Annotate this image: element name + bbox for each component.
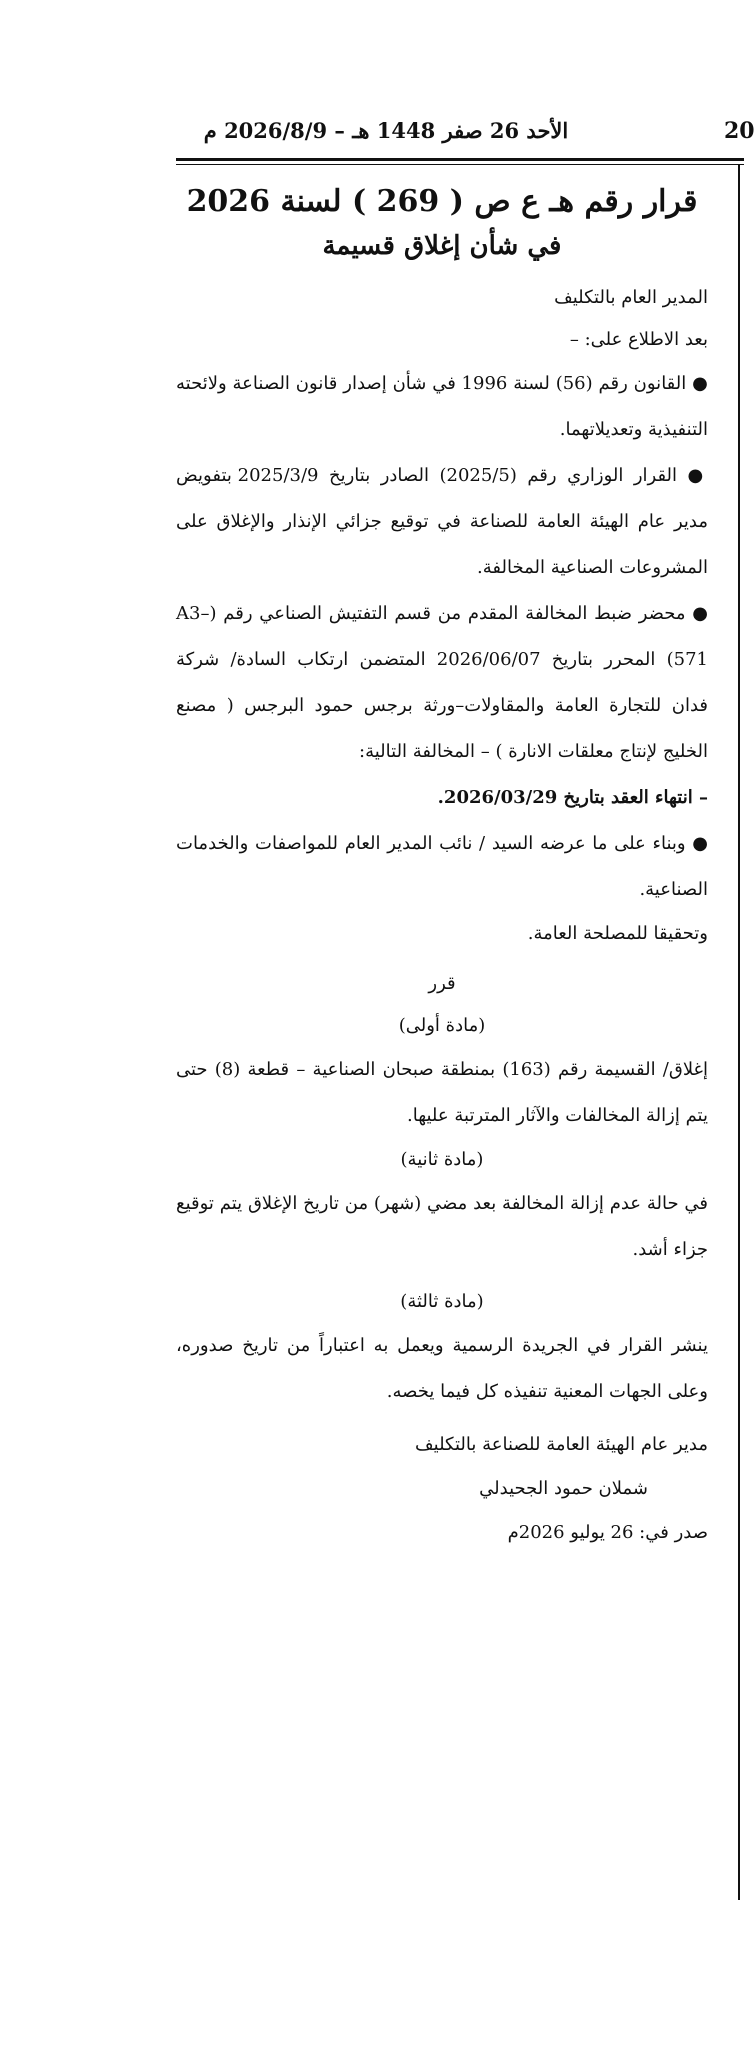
decided-heading: قرر	[428, 973, 456, 994]
article-1-text: إغلاق/ القسيمة رقم (163) بمنطقة صبحان الصناعية – قطعة (8) حتى يتم إزالة المخالفات والآثار المترتبة عليها.	[176, 1059, 708, 1126]
header-date: الأحد 26 صفر 1448 هـ – 2026/8/9 م	[203, 118, 569, 143]
column-divider	[738, 164, 740, 1900]
article-2-text: في حالة عدم إزالة المخالفة بعد مضي (شهر) من تاريخ الإغلاق يتم توقيع جزاء أشد.	[176, 1193, 708, 1260]
after-reviewing-line: بعد الاطلاع على: –	[569, 329, 708, 350]
decision-subject: في شأن إغلاق قسيمة	[322, 231, 562, 261]
issuer-line: المدير العام بالتكليف	[554, 287, 708, 308]
preamble-item-violation-report: ● محضر ضبط المخالفة المقدم من قسم التفتيش الصناعي رقم (A3–571) المحرر بتاريخ 2026/06/07 المتضمن ارتكاب السادة/ شركة فدان للتجارة العامة والمقاولات–ورثة برجس حمود البرجس ( مصنع الخليج لإنتاج معلقات الانارة ) – المخالفة التالية:	[176, 603, 708, 762]
preamble-item-presentation: ● وبناء على ما عرضه السيد / نائب المدير العام للمواصفات والخدمات الصناعية.	[176, 833, 708, 900]
page-number: 20	[724, 118, 755, 144]
preamble-item-contract-expiry: – انتهاء العقد بتاريخ 2026/03/29.	[437, 787, 708, 808]
header-rule-thin	[176, 164, 744, 165]
decision-title: قرار رقم هـ ع ص ( 269 ) لسنة 2026	[186, 184, 698, 219]
signatory-title: مدير عام الهيئة العامة للصناعة بالتكليف	[415, 1434, 708, 1455]
header-rule-thick	[176, 158, 744, 161]
article-2-heading: (مادة ثانية)	[400, 1149, 484, 1170]
decision-body	[176, 178, 708, 1555]
article-3-text: ينشر القرار في الجريدة الرسمية ويعمل به اعتباراً من تاريخ صدوره، وعلى الجهات المعنية تنفيذه كل فيما يخصه.	[176, 1335, 708, 1402]
article-3-heading: (مادة ثالثة)	[400, 1291, 484, 1312]
issue-date: صدر في: 26 يوليو 2026م	[507, 1522, 708, 1543]
article-1-heading: (مادة أولى)	[398, 1015, 486, 1036]
preamble-item-law: ● القانون رقم (56) لسنة 1996 في شأن إصدار قانون الصناعة ولائحته التنفيذية وتعديلاتهما.	[176, 373, 708, 440]
signatory-name: شملان حمود الجحيدلي	[479, 1478, 648, 1499]
preamble-public-interest: وتحقيقا للمصلحة العامة.	[527, 923, 708, 944]
preamble-item-ministerial: ● القرار الوزاري رقم (2025/5) الصادر بتاريخ 2025/3/9 بتفويض مدير عام الهيئة العامة للصناعة في توقيع جزائي الإنذار والإغلاق على المشروعات الصناعية المخالفة.	[176, 465, 708, 578]
